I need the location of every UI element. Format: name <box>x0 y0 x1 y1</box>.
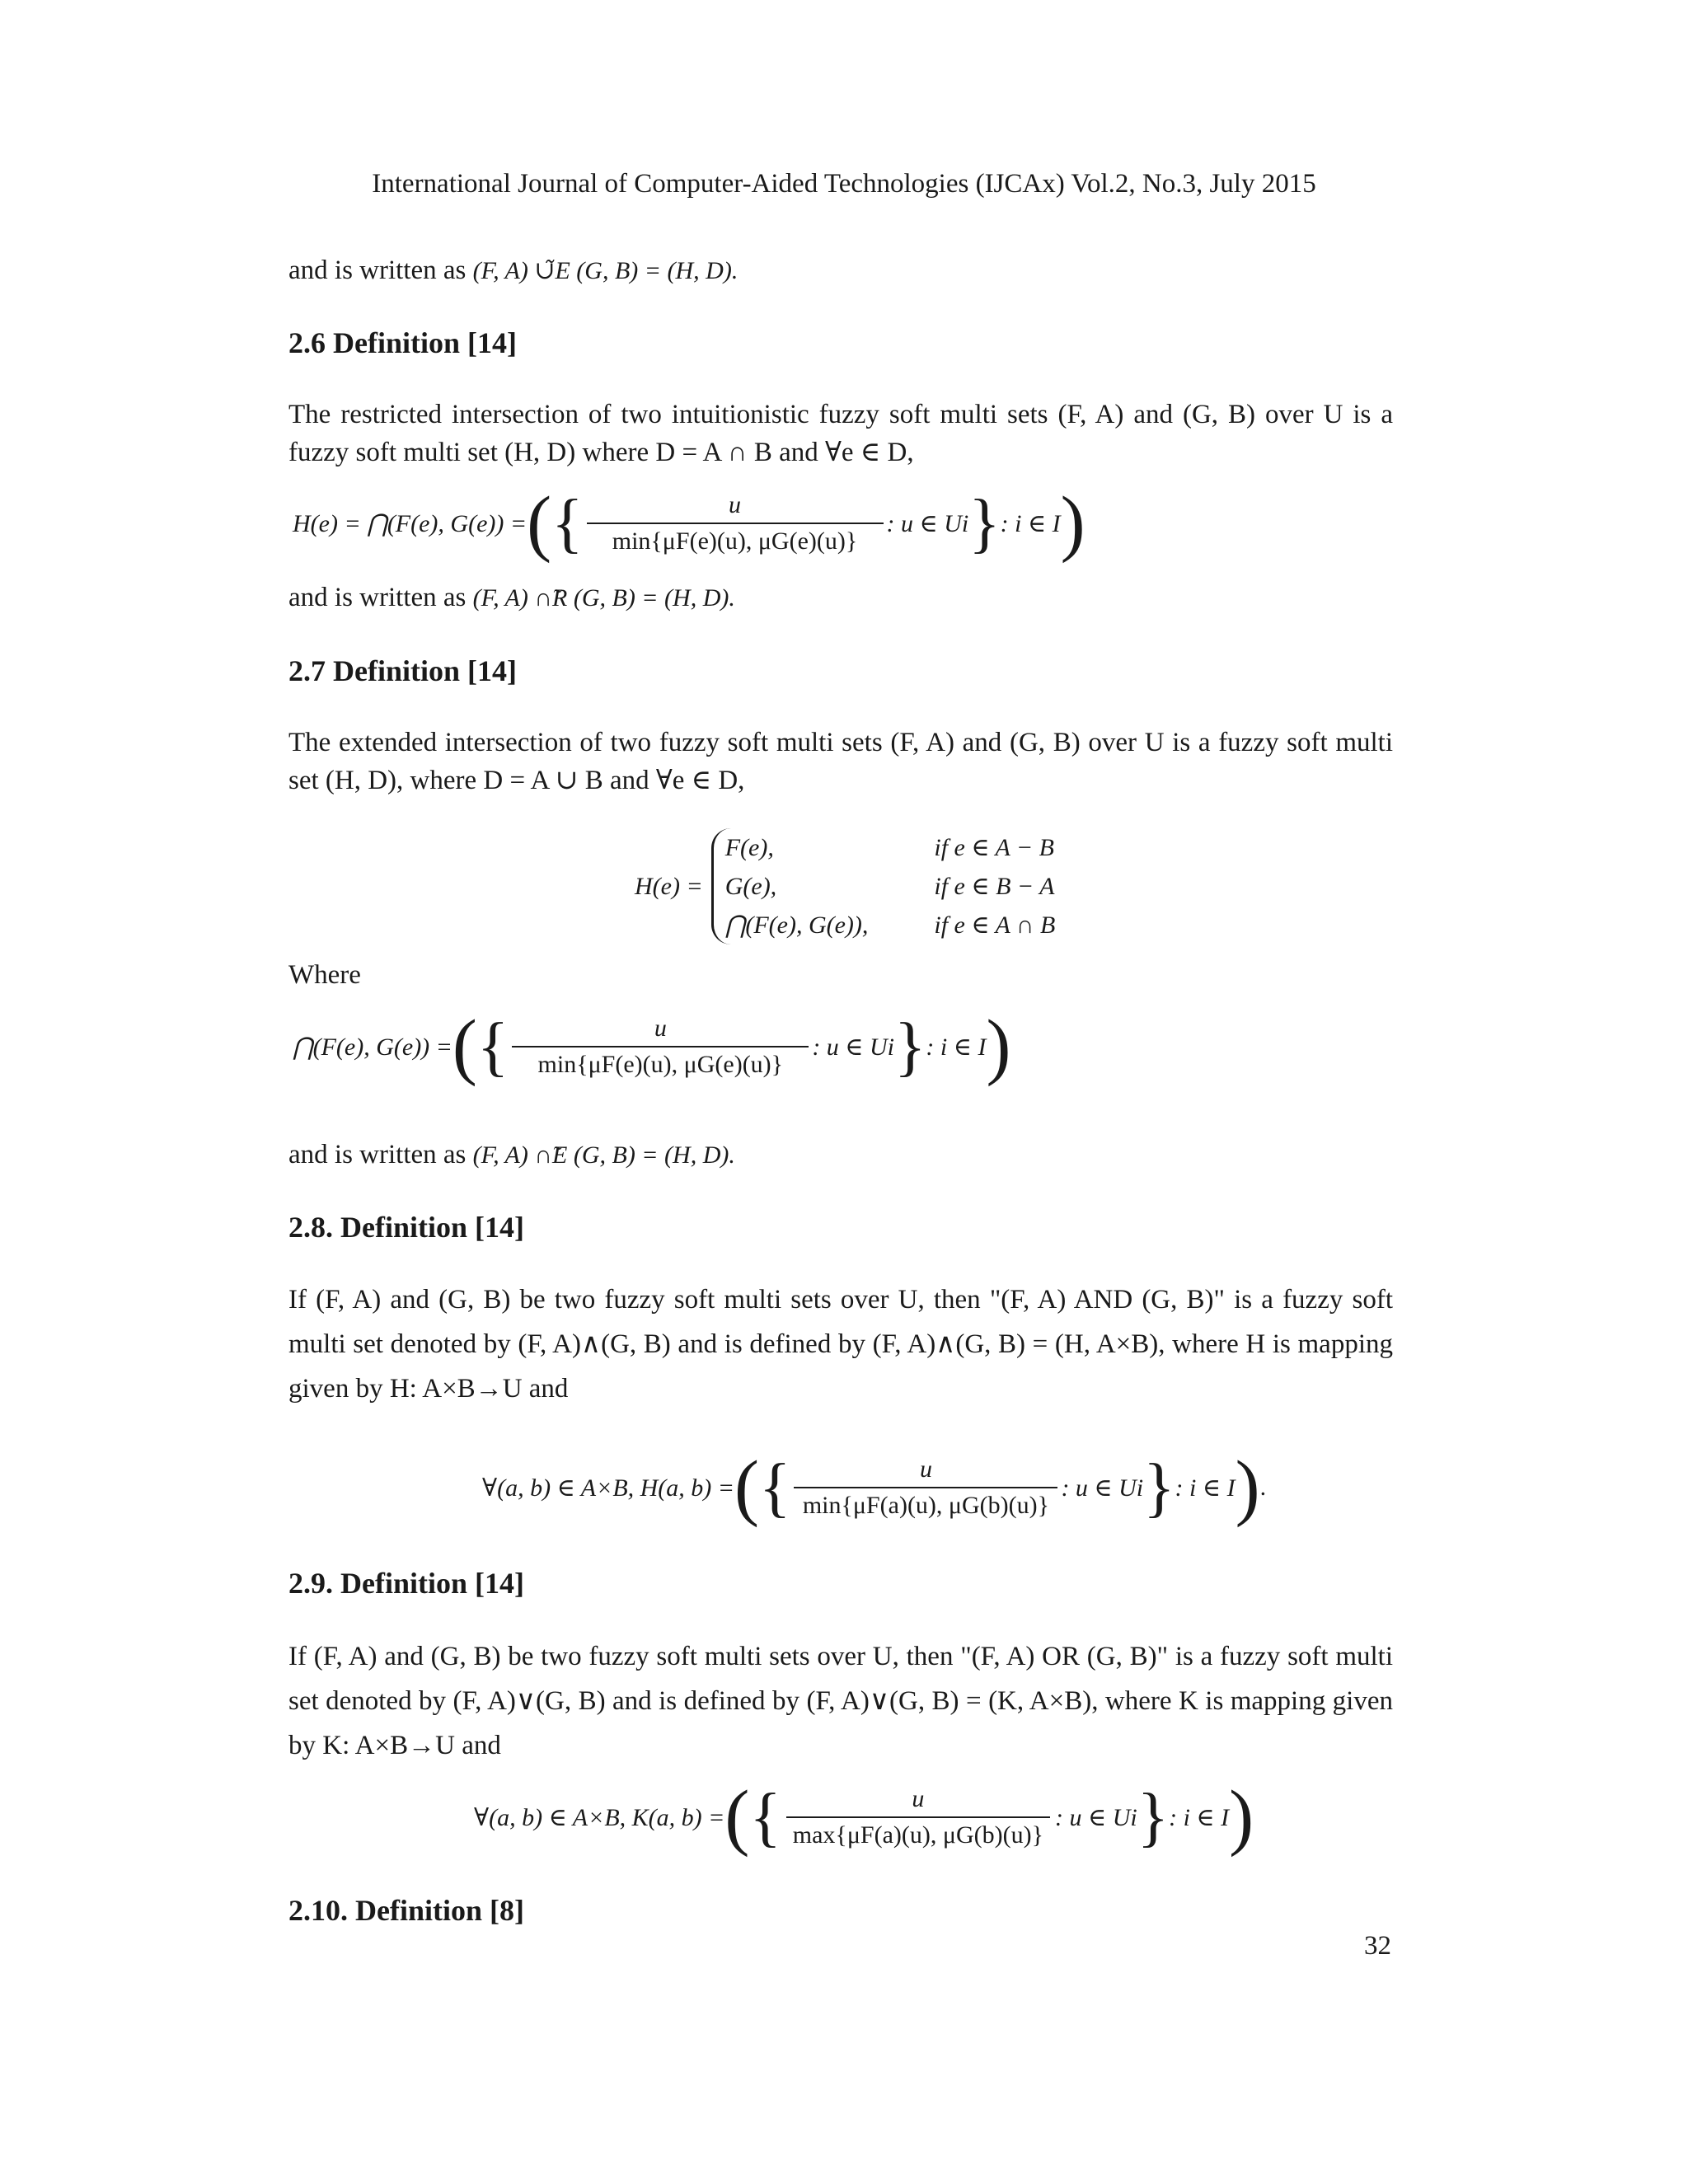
def28-denominator: min{μF(a)(u), μG(b)(u)} <box>802 1492 1050 1519</box>
case-condition: if e ∈ A − B <box>934 834 1054 861</box>
def27-written-formula: (F, A) ∩̃E (G, B) = (H, D). <box>472 1141 735 1169</box>
left-paren: ( <box>452 1005 477 1087</box>
left-brace: { <box>759 1451 791 1524</box>
def28-equation <box>482 1438 1266 1537</box>
right-brace: } <box>1143 1451 1175 1524</box>
right-paren: ) <box>986 1005 1011 1087</box>
def28-eq-lhs: ∀(a, b) ∈ A×B, H(a, b) = <box>482 1474 735 1502</box>
left-paren: ( <box>527 482 552 564</box>
case-value: G(e), <box>724 872 777 900</box>
def27-cases <box>711 828 1056 944</box>
def27-cases-equation <box>635 828 1055 944</box>
right-brace: } <box>894 1010 926 1083</box>
intro-line <box>288 251 1393 290</box>
def27-cases-lhs: H(e) = <box>635 872 703 900</box>
def27-numerator: u <box>512 1015 809 1047</box>
def29-eq-lhs: ∀(a, b) ∈ A×B, K(a, b) = <box>474 1803 725 1831</box>
def29-denominator: max{μF(a)(u), μG(b)(u)} <box>792 1821 1043 1849</box>
def26-paragraph: The restricted intersection of two intuitionistic fuzzy soft multi sets (F, A) and (G, B) over U is a fuzzy soft multi set (H, D) where D = A ∩ B and ∀e ∈ D, <box>288 400 1393 467</box>
def26-eq-end: : i ∈ I <box>1000 509 1061 537</box>
intro-text: and is written as <box>288 255 467 285</box>
right-brace: } <box>1137 1781 1170 1854</box>
case-row <box>725 828 1056 867</box>
def27-denominator: min{μF(e)(u), μG(e)(u)} <box>537 1051 784 1078</box>
heading-2-9: 2.9. Definition [14] <box>288 1567 524 1600</box>
def27-equation <box>293 997 1010 1096</box>
def27-written-line <box>288 1136 1393 1174</box>
case-value: F(e), <box>724 833 774 861</box>
left-brace: { <box>551 487 584 560</box>
def29-equation <box>474 1768 1254 1867</box>
case-value: ⋂(F(e), G(e)), <box>724 912 869 939</box>
def28-fraction <box>794 1455 1057 1520</box>
def26-numerator: u <box>587 491 884 524</box>
intro-formula: (F, A) ∪̃E (G, B) = (H, D). <box>472 257 738 284</box>
left-paren: ( <box>724 1776 750 1858</box>
def27-eq-tail: : u ∈ Ui <box>812 1033 895 1061</box>
journal-header: International Journal of Computer-Aided Technologies (IJCAx) Vol.2, No.3, July 2015 <box>372 169 1316 199</box>
heading-2-6: 2.6 Definition [14] <box>288 326 517 359</box>
def27-written-text: and is written as <box>288 1140 467 1169</box>
case-row <box>725 906 1056 944</box>
def29-paragraph: If (F, A) and (G, B) be two fuzzy soft multi sets over U, then "(F, A) OR (G, B)" is a fuzzy soft multi set denoted by (F, A)∨(G, B) and is defined by (F, A)∨(G, B) = (K, A×B), where K is mapping given by K: A×B→U and <box>288 1642 1393 1760</box>
def29-eq-end: : i ∈ I <box>1169 1803 1230 1831</box>
def27-eq-lhs: ⋂(F(e), G(e)) = <box>293 1033 452 1061</box>
case-condition: if e ∈ B − A <box>934 873 1055 900</box>
right-paren: ) <box>1060 482 1085 564</box>
left-brace: { <box>749 1781 781 1854</box>
def29-fraction <box>785 1785 1052 1849</box>
period: . <box>1259 1474 1267 1501</box>
def27-eq-end: : i ∈ I <box>926 1033 987 1061</box>
left-paren: ( <box>734 1446 760 1528</box>
page-number: 32 <box>1364 1931 1391 1961</box>
def26-fraction <box>587 491 884 555</box>
def28-numerator: u <box>794 1455 1057 1488</box>
def28-paragraph: If (F, A) and (G, B) be two fuzzy soft multi sets over U, then "(F, A) AND (G, B)" is a fuzzy soft multi set denoted by (F, A)∧(G, B) and is defined by (F, A)∧(G, B) = (H, A×B), where H is mapping given by H: A×B→U and <box>288 1285 1393 1404</box>
def26-written-text: and is written as <box>288 583 467 612</box>
def29-eq-tail: : u ∈ Ui <box>1055 1803 1137 1831</box>
right-brace: } <box>968 487 1001 560</box>
def26-equation <box>293 474 1085 573</box>
case-condition: if e ∈ A ∩ B <box>934 912 1056 939</box>
case-row <box>725 867 1056 906</box>
def27-fraction <box>512 1015 809 1079</box>
def28-eq-tail: : u ∈ Ui <box>1061 1474 1144 1502</box>
def26-eq-tail: : u ∈ Ui <box>886 509 969 537</box>
heading-2-8: 2.8. Definition [14] <box>288 1211 524 1244</box>
def26-eq-lhs: H(e) = ⋂(F(e), G(e)) = <box>293 509 528 537</box>
def26-denominator: min{μF(e)(u), μG(e)(u)} <box>612 527 858 555</box>
def28-eq-end: : i ∈ I <box>1175 1474 1236 1502</box>
heading-2-10: 2.10. Definition [8] <box>288 1894 524 1927</box>
where-label: Where <box>288 960 361 990</box>
left-brace: { <box>476 1010 509 1083</box>
right-paren: ) <box>1229 1776 1254 1858</box>
heading-2-7: 2.7 Definition [14] <box>288 654 517 687</box>
def26-written-line <box>288 579 1393 617</box>
def26-written-formula: (F, A) ∩̃R (G, B) = (H, D). <box>472 584 735 612</box>
right-paren: ) <box>1235 1446 1260 1528</box>
def27-paragraph: The extended intersection of two fuzzy soft multi sets (F, A) and (G, B) over U is a fuzzy soft multi set (H, D), where D = A ∪ B and ∀e ∈ D, <box>288 728 1393 795</box>
def29-numerator: u <box>786 1785 1050 1818</box>
